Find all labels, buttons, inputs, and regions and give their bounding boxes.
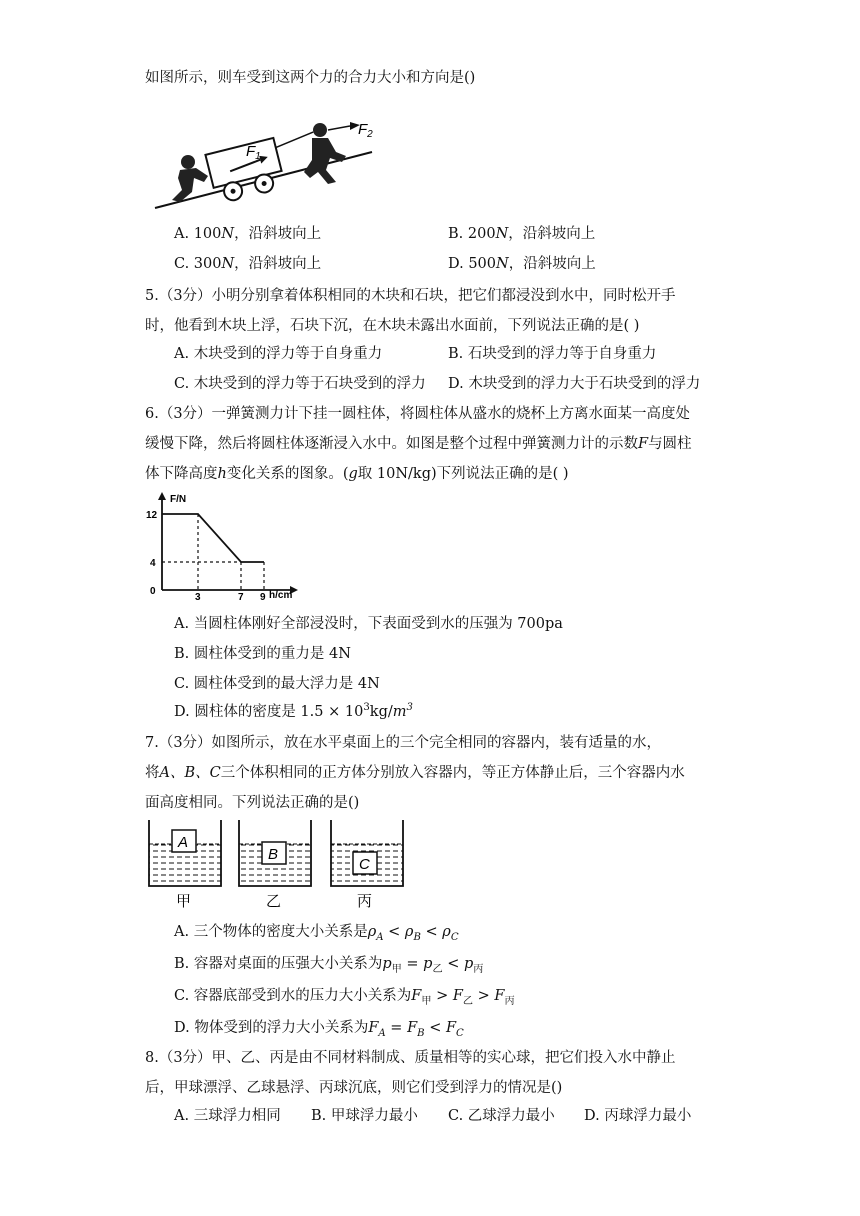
q5-option-c: C. 木块受到的浮力等于石块受到的浮力 bbox=[174, 376, 426, 392]
q8-option-d: D. 丙球浮力最小 bbox=[584, 1108, 692, 1124]
label-yi: 乙 bbox=[266, 893, 282, 910]
q7-option-c: C. 容器底部受到水的压力大小关系为$F_甲 > F_乙 > F_丙$ bbox=[174, 988, 515, 1007]
q6-line3: 体下降高度h变化关系的图象。(g取 10N/kg)下列说法正确的是( ) bbox=[145, 466, 569, 482]
f1-label: $F_1$ bbox=[246, 143, 261, 162]
force-curve bbox=[162, 514, 264, 562]
svg-text:A: A bbox=[178, 834, 189, 851]
q4-option-b: B. 200N，沿斜坡向上 bbox=[448, 226, 596, 242]
q5-option-b: B. 石块受到的浮力等于自身重力 bbox=[448, 346, 657, 362]
origin-label: 0 bbox=[150, 586, 156, 597]
q6-option-a: A. 当圆柱体刚好全部浸没时，下表面受到水的压强为 700pa bbox=[174, 616, 563, 632]
x-tick-9: 9 bbox=[260, 592, 266, 602]
f2-label: $F_2$ bbox=[358, 121, 373, 140]
q7-option-a: A. 三个物体的密度大小关系是$\rho_A < \rho_B < \rho_C$ bbox=[174, 924, 459, 943]
q6-line1: 6.（3分）一弹簧测力计下挂一圆柱体，将圆柱体从盛水的烧杯上方离水面某一高度处 bbox=[145, 406, 691, 422]
y-axis-label: F/N bbox=[170, 494, 187, 505]
person-pulling bbox=[304, 123, 346, 184]
q6-option-c: C. 圆柱体受到的最大浮力是 4N bbox=[174, 676, 380, 692]
q8-line1: 8.（3分）甲、乙、丙是由不同材料制成、质量相等的实心球，把它们投入水中静止 bbox=[145, 1050, 676, 1066]
x-tick-3: 3 bbox=[195, 592, 201, 602]
q4-option-c: C. 300N，沿斜坡向上 bbox=[174, 256, 322, 272]
q7-line2: 将A、B、C三个体积相同的正方体分别放入容器内，等正方体静止后，三个容器内水 bbox=[145, 765, 685, 781]
q4-option-a: A. 100N，沿斜坡向上 bbox=[174, 226, 322, 242]
q7-containers-figure bbox=[145, 818, 415, 910]
q7-option-d: D. 物体受到的浮力大小关系为$F_A = F_B < F_C$ bbox=[174, 1020, 464, 1039]
q4-option-d: D. 500N，沿斜坡向上 bbox=[448, 256, 596, 272]
q4-stem-tail: 如图所示，则车受到这两个力的合力大小和方向是() bbox=[145, 70, 476, 86]
q6-option-d: D. 圆柱体的密度是 $1.5 \times 10^3kg/m^3$ bbox=[174, 702, 413, 720]
container-jia bbox=[149, 820, 221, 910]
y-tick-12: 12 bbox=[146, 510, 158, 521]
x-axis-label: h/cm bbox=[269, 590, 293, 601]
q6-option-b: B. 圆柱体受到的重力是 4N bbox=[174, 646, 351, 662]
q8-option-a: A. 三球浮力相同 bbox=[174, 1108, 281, 1124]
q5-line1: 5.（3分）小明分别拿着体积相同的木块和石块，把它们都浸没到水中，同时松开手 bbox=[145, 288, 676, 304]
x-tick-7: 7 bbox=[238, 592, 244, 602]
q6-force-height-chart bbox=[140, 490, 310, 602]
q8-line2: 后，甲球漂浮、乙球悬浮、丙球沉底，则它们受到浮力的情况是() bbox=[145, 1080, 563, 1096]
q8-option-b: B. 甲球浮力最小 bbox=[311, 1108, 418, 1124]
q5-line2: 时，他看到木块上浮，石块下沉，在木块未露出水面前，下列说法正确的是( ) bbox=[145, 318, 640, 334]
q5-option-d: D. 木块受到的浮力大于石块受到的浮力 bbox=[448, 376, 701, 392]
q8-option-c: C. 乙球浮力最小 bbox=[448, 1108, 555, 1124]
svg-text:C: C bbox=[359, 856, 370, 873]
q5-option-a: A. 木块受到的浮力等于自身重力 bbox=[174, 346, 383, 362]
q7-option-b: B. 容器对桌面的压强大小关系为$p_甲 = p_乙 < p_丙$ bbox=[174, 956, 484, 975]
q7-line3: 面高度相同。下列说法正确的是() bbox=[145, 795, 360, 811]
container-yi bbox=[239, 820, 311, 910]
svg-text:B: B bbox=[268, 846, 279, 863]
cart-shape bbox=[205, 128, 324, 204]
container-bing bbox=[331, 820, 403, 910]
label-bing: 丙 bbox=[357, 893, 373, 910]
label-jia: 甲 bbox=[176, 893, 192, 910]
q7-line1: 7.（3分）如图所示，放在水平桌面上的三个完全相同的容器内，装有适量的水， bbox=[145, 735, 662, 751]
q6-line2: 缓慢下降，然后将圆柱体逐渐浸入水中。如图是整个过程中弹簧测力计的示数F与圆柱 bbox=[145, 436, 692, 452]
q4-cart-figure bbox=[150, 112, 375, 212]
y-tick-4: 4 bbox=[150, 558, 156, 569]
